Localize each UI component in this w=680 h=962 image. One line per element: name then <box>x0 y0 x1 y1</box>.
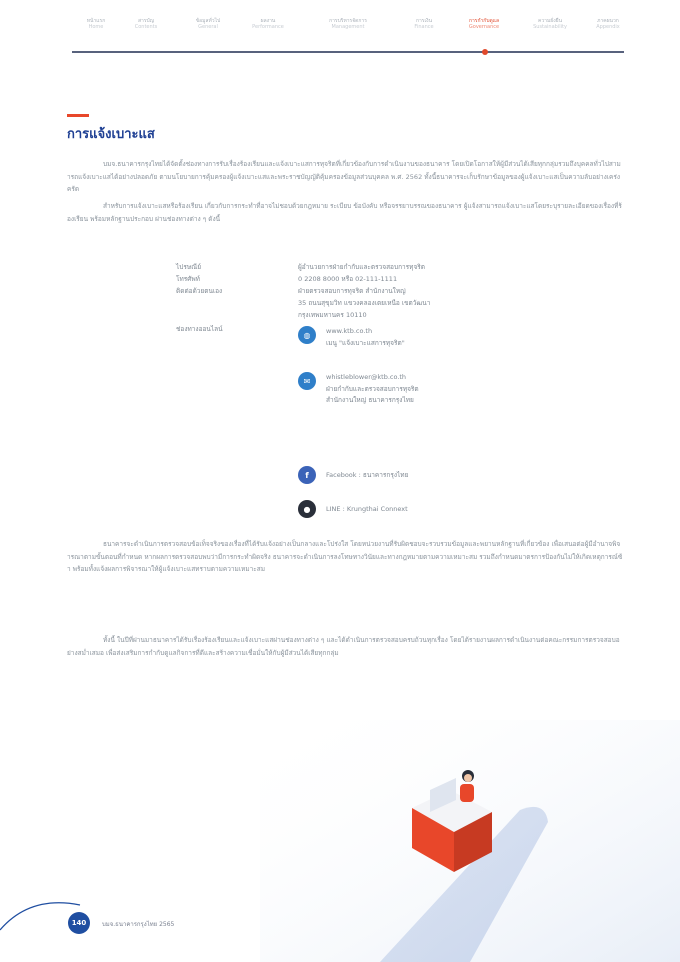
nav-item-label: หน้าแรก <box>86 18 106 24</box>
channel-line-app[interactable] <box>298 500 408 518</box>
page-number-badge: 140 <box>68 912 90 934</box>
channel-website[interactable] <box>298 326 405 349</box>
contact-label: ติดต่อด้วยตนเอง <box>176 287 223 295</box>
paragraph-4: ทั้งนี้ ในปีที่ผ่านมาธนาคารได้รับเรื่องร้องเรียนและแจ้งเบาะแสผ่านช่องทางต่าง ๆ และได้ดำเนินการตรวจสอบครบถ้วนทุกเรื่อง โดยได้รายงานผลการดำเนินงานต่อคณะกรรมการตรวจสอบอย่างสม่ำเสมอ เพื่อส่งเสริมการกำกับดูแลกิจการที่ดีและสร้างความเชื่อมั่นให้กับผู้มีส่วนได้เสียทุกกลุ่ม <box>67 636 620 657</box>
nav-item-label: ผลงาน <box>260 18 276 24</box>
online-label: ช่องทางออนไลน์ <box>176 325 223 333</box>
paragraph-1: บมจ.ธนาคารกรุงไทยได้จัดตั้งช่องทางการรับเรื่องร้องเรียนและแจ้งเบาะแสการทุจริตที่เกี่ยวข้องกับการดำเนินงานของธนาคาร โดยเปิดโอกาสให้ผู้มีส่วนได้เสียทุกกลุ่มรวมถึงบุคคลทั่วไปสามารถแจ้งเบาะแสได้อย่างปลอดภัย ตามนโยบายการคุ้มครองผู้แจ้งเบาะแสและพระราชบัญญัติคุ้มครองข้อมูลส่วนบุคคล พ.ศ. 2562 ทั้งนี้ธนาคารจะเก็บรักษาข้อมูลของผู้แจ้งเบาะแสเป็นความลับอย่างเคร่งครัด <box>67 160 621 194</box>
nav-item-2[interactable] <box>196 18 221 30</box>
nav-item-label: การเงิน <box>415 18 433 24</box>
globe-icon: ◍ <box>298 326 316 344</box>
nav-item-sublabel: Finance <box>414 24 434 30</box>
nav-item-1[interactable] <box>135 18 158 30</box>
nav-current-indicator <box>482 49 488 55</box>
nav-item-8[interactable] <box>596 18 620 30</box>
channel-facebook[interactable] <box>298 466 408 484</box>
nav-item-label: สารบัญ <box>138 18 154 24</box>
address-line: 35 ถนนสุขุมวิท แขวงคลองเตยเหนือ เขตวัฒนา <box>298 299 431 307</box>
nav-item-label: ความยั่งยืน <box>538 18 562 24</box>
heading-accent-bar <box>67 114 89 117</box>
nav-item-6[interactable] <box>469 18 499 30</box>
channel-line: www.ktb.co.th <box>326 327 373 335</box>
contact-label: โทรศัพท์ <box>176 275 200 283</box>
nav-item-sublabel: Management <box>331 24 365 30</box>
top-navigation <box>72 14 624 56</box>
nav-item-sublabel: Home <box>88 24 104 30</box>
nav-item-sublabel: Performance <box>252 24 284 30</box>
channel-line: สำนักงานใหญ่ ธนาคารกรุงไทย <box>326 396 414 404</box>
nav-item-3[interactable] <box>252 18 284 30</box>
nav-item-sublabel: General <box>198 24 218 30</box>
channel-line: whistleblower@ktb.co.th <box>326 373 407 381</box>
nav-item-7[interactable] <box>533 18 567 30</box>
nav-item-sublabel: Appendix <box>596 24 620 30</box>
contact-value: ผู้อำนวยการฝ่ายกำกับและตรวจสอบการทุจริต <box>298 263 425 271</box>
page-title: การแจ้งเบาะแส <box>67 127 155 142</box>
nav-item-sublabel: Governance <box>468 24 500 30</box>
nav-item-label: ภาคผนวก <box>597 18 619 24</box>
line-icon: ● <box>298 500 316 518</box>
nav-item-5[interactable] <box>414 18 433 30</box>
channel-line: Facebook : ธนาคารกรุงไทย <box>326 471 409 479</box>
footer-text: บมจ.ธนาคารกรุงไทย 2565 <box>102 921 175 928</box>
contact-value: 0 2208 8000 หรือ 02-111-1111 <box>298 275 398 283</box>
paragraph-3: ธนาคารจะดำเนินการตรวจสอบข้อเท็จจริงของเรื่องที่ได้รับแจ้งอย่างเป็นกลางและโปร่งใส โดยหน่วยงานที่รับผิดชอบจะรวบรวมข้อมูลและพยานหลักฐานที่เกี่ยวข้อง เพื่อเสนอต่อผู้มีอำนาจพิจารณาตามขั้นตอนที่กำหนด หากผลการตรวจสอบพบว่ามีการกระทำผิดจริง ธนาคารจะดำเนินการลงโทษทางวินัยและทางกฎหมายตามความเหมาะสม รวมถึงกำหนดมาตรการป้องกันไม่ให้เกิดเหตุการณ์ซ้ำ พร้อมทั้งแจ้งผลการพิจารณาให้ผู้แจ้งเบาะแสทราบตามความเหมาะสม <box>67 540 623 574</box>
mail-icon: ✉ <box>298 372 316 390</box>
nav-item-label: การกำกับดูแล <box>468 18 500 24</box>
facebook-icon: f <box>298 466 316 484</box>
channel-line: ฝ่ายกำกับและตรวจสอบการทุจริต <box>326 384 419 393</box>
channel-line: LINE : Krungthai Connext <box>326 505 408 513</box>
nav-item-label: การบริหารจัดการ <box>329 18 367 24</box>
nav-item-label: ข้อมูลทั่วไป <box>195 18 221 24</box>
contact-value: ฝ่ายตรวจสอบการทุจริต สำนักงานใหญ่ <box>298 287 406 295</box>
channel-email[interactable] <box>298 372 419 407</box>
address-line: กรุงเทพมหานคร 10110 <box>298 311 367 319</box>
nav-item-4[interactable] <box>329 18 367 30</box>
nav-progress-line <box>72 51 624 53</box>
contact-label: ไปรษณีย์ <box>176 263 202 271</box>
nav-item-sublabel: Contents <box>134 24 158 30</box>
paragraph-2: สำหรับการแจ้งเบาะแสหรือร้องเรียน เกี่ยวกับการกระทำที่อาจไม่ชอบด้วยกฎหมาย ระเบียบ ข้อบังคับ หรือจรรยาบรรณของธนาคาร ผู้แจ้งสามารถแจ้งเบาะแสโดยระบุรายละเอียดของเรื่องที่ร้องเรียน พร้อมหลักฐานประกอบ ผ่านช่องทางต่าง ๆ ดังนี้ <box>67 202 622 223</box>
channel-line: เมนู "แจ้งเบาะแสการทุจริต" <box>326 338 405 347</box>
nav-item-0[interactable] <box>87 18 105 30</box>
nav-item-sublabel: Sustainability <box>533 24 567 30</box>
